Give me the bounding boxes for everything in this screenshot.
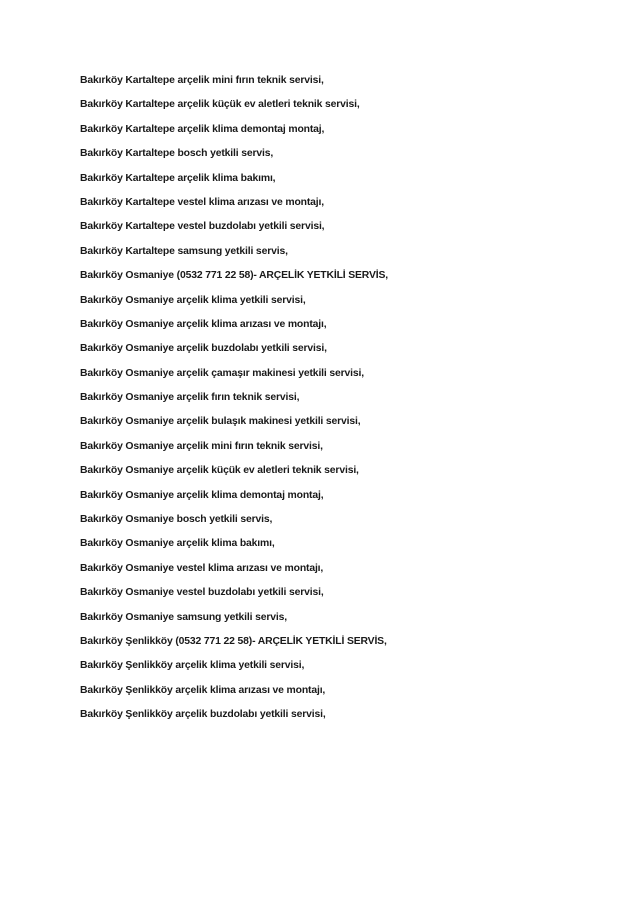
text-line: Bakırköy Kartaltepe vestel buzdolabı yetkili servisi,: [80, 221, 325, 233]
text-line: Bakırköy Osmaniye arçelik klima arızası ve montajı,: [80, 318, 327, 330]
text-line: Bakırköy Osmaniye arçelik küçük ev aletleri teknik servisi,: [80, 465, 359, 477]
text-line: Bakırköy Osmaniye vestel klima arızası ve montajı,: [80, 562, 324, 574]
text-line: Bakırköy Şenlikköy arçelik klima yetkili servisi,: [80, 660, 305, 672]
text-line: Bakırköy Osmaniye arçelik klima yetkili servisi,: [80, 294, 306, 306]
text-line: Bakırköy Osmaniye arçelik mini fırın teknik servisi,: [80, 440, 323, 452]
text-line: Bakırköy Kartaltepe arçelik klima demontaj montaj,: [80, 123, 325, 135]
text-line: Bakırköy Osmaniye arçelik bulaşık makinesi yetkili servisi,: [80, 416, 361, 428]
text-line: Bakırköy Osmaniye arçelik buzdolabı yetkili servisi,: [80, 343, 327, 355]
text-line: Bakırköy Osmaniye arçelik fırın teknik servisi,: [80, 392, 300, 404]
text-line: Bakırköy Osmaniye vestel buzdolabı yetkili servisi,: [80, 587, 324, 599]
text-line: Bakırköy Kartaltepe bosch yetkili servis,: [80, 148, 274, 160]
text-line: Bakırköy Osmaniye arçelik klima demontaj montaj,: [80, 489, 324, 501]
text-line: Bakırköy Osmaniye arçelik klima bakımı,: [80, 538, 275, 550]
text-line: Bakırköy Osmaniye bosch yetkili servis,: [80, 514, 273, 526]
text-line: Bakırköy Kartaltepe vestel klima arızası ve montajı,: [80, 196, 325, 208]
text-line: Bakırköy Şenlikköy (0532 771 22 58)- ARÇELİK YETKİLİ SERVİS,: [80, 635, 387, 647]
text-line: Bakırköy Kartaltepe arçelik klima bakımı,: [80, 172, 276, 184]
text-line: Bakırköy Kartaltepe arçelik küçük ev aletleri teknik servisi,: [80, 99, 360, 111]
text-line: Bakırköy Osmaniye samsung yetkili servis,: [80, 611, 287, 623]
text-line: Bakırköy Şenlikköy arçelik klima arızası ve montajı,: [80, 684, 326, 696]
text-line: Bakırköy Osmaniye arçelik çamaşır makinesi yetkili servisi,: [80, 367, 365, 379]
text-line: Bakırköy Osmaniye (0532 771 22 58)- ARÇELİK YETKİLİ SERVİS,: [80, 270, 389, 282]
text-line: Bakırköy Kartaltepe samsung yetkili servis,: [80, 245, 288, 257]
text-lines: [80, 73, 600, 732]
text-line: Bakırköy Kartaltepe arçelik mini fırın teknik servisi,: [80, 75, 324, 86]
text-line: Bakırköy Şenlikköy arçelik buzdolabı yetkili servisi,: [80, 709, 326, 721]
